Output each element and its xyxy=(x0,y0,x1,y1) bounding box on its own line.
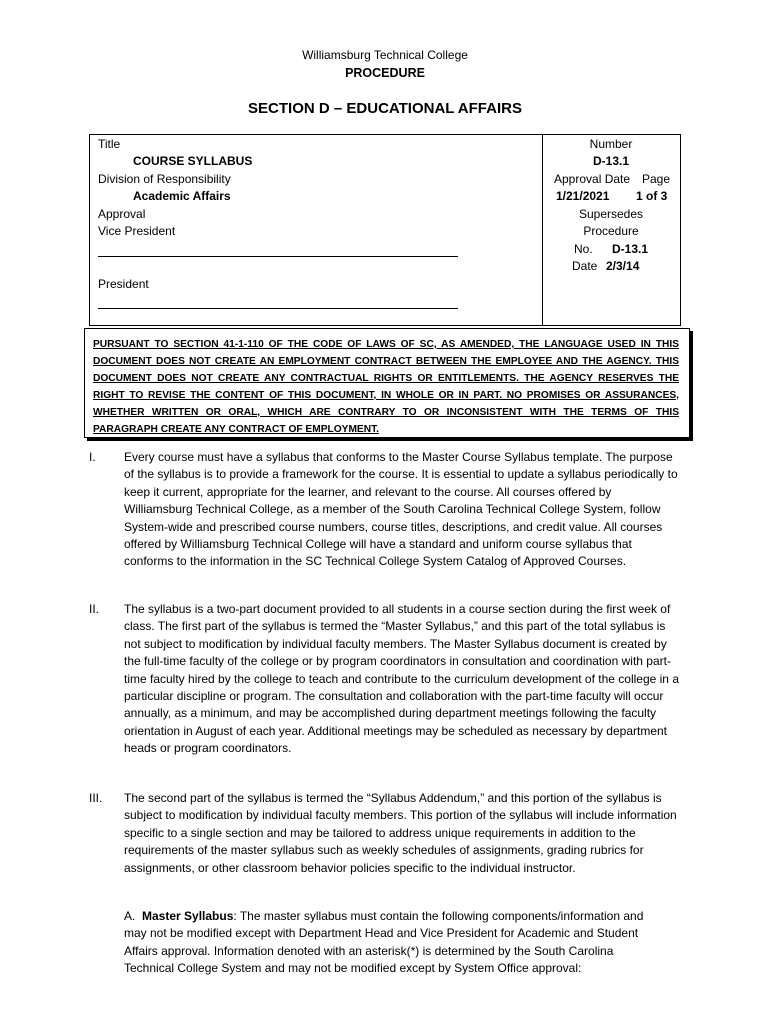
date-value: 2/3/14 xyxy=(606,259,640,273)
section-3-text: The second part of the syllabus is termed the “Syllabus Addendum,” and this portion of the syllabus is subject to modification by individual faculty members. This portion of the syllabus will include information specific to a single section and may be tailored to address unique requirements in addition to the requirements of the master syllabus such as weekly schedules of assignments, grading rubrics for assignments, or other classroom behavior policies specific to the individual instructor. xyxy=(124,791,677,875)
vice-president-signature-line xyxy=(98,256,458,257)
procedure-heading: PROCEDURE xyxy=(345,66,425,80)
vice-president-label: Vice President xyxy=(98,224,176,238)
date-label: Date xyxy=(572,259,598,273)
title-label: Title xyxy=(98,137,121,151)
section-title: SECTION D – EDUCATIONAL AFFAIRS xyxy=(248,100,522,117)
legal-notice-box xyxy=(84,328,690,438)
number-label: Number xyxy=(589,137,633,151)
info-left-column xyxy=(90,135,543,325)
section-1-text: Every course must have a syllabus that conforms to the Master Course Syllabus template. The purpose of the syllabus is to provide a framework for the course. It is essential to update a syllabus periodically to keep it current, appropriate for the learner, and relevant to the course. All courses offered by Williamsburg Technical College, as a member of the South Carolina Technical College System, follow System-wide and prescribed course numbers, course titles, descriptions, and credit value. All courses offered by Williamsburg Technical College will have a standard and uniform course syllabus that conforms to the information in the SC Technical College System Catalog of Approved Courses. xyxy=(124,450,678,569)
procedure-label: Procedure xyxy=(583,224,639,238)
info-right-column xyxy=(542,135,680,325)
subsection-a-letter: A. xyxy=(124,909,136,923)
section-1-number: I. xyxy=(89,450,96,464)
subsection-a xyxy=(124,908,664,978)
division-value: Academic Affairs xyxy=(133,189,231,203)
supersedes-label: Supersedes xyxy=(578,207,644,221)
approval-label: Approval xyxy=(98,207,146,221)
no-label: No. xyxy=(574,242,593,256)
page-value: 1 of 3 xyxy=(636,189,668,203)
division-label: Division of Responsibility xyxy=(98,172,231,186)
procedure-info-table xyxy=(89,134,681,326)
section-2-number: II. xyxy=(89,602,100,616)
subsection-a-text: : The master syllabus must contain the following components/information and may not be modified except with Department Head and Vice President for Academic and Student Affairs approval. Information denoted with an asterisk(*) is determined by the South Carolina Technical College System and may not be modified except by System Office approval: xyxy=(124,909,644,976)
page-label: Page xyxy=(642,172,671,186)
approval-date-value: 1/21/2021 xyxy=(556,189,610,203)
approval-date-label: Approval Date xyxy=(554,172,631,186)
title-value: COURSE SYLLABUS xyxy=(133,154,253,168)
president-signature-line xyxy=(98,308,458,309)
subsection-a-heading: Master Syllabus xyxy=(142,909,234,923)
college-name: Williamsburg Technical College xyxy=(302,48,468,62)
president-label: President xyxy=(98,277,149,291)
number-value: D-13.1 xyxy=(592,154,630,168)
section-3-number: III. xyxy=(89,791,103,805)
section-2-text: The syllabus is a two-part document provided to all students in a course section during the first week of class. The first part of the syllabus is termed the “Master Syllabus,” and this part of the total syllabus is not subject to modification by individual faculty members. The Master Syllabus document is created by the full-time faculty of the college or by program coordinators in consultation and coordination with part-time faculty hired by the college to teach and contribute to the curriculum development of the college in a particular discipline or program. The consultation and collaboration with the part-time faculty will occur annually, as a minimum, and may be accomplished during department meetings following the faculty orientation in August of each year. Additional meetings may be scheduled as necessary by department heads or program coordinators. xyxy=(124,602,679,756)
legal-notice-text: PURSUANT TO SECTION 41-1-110 OF THE CODE OF LAWS OF SC, AS AMENDED, THE LANGUAGE USED IN THIS DOCUMENT DOES NOT CREATE AN EMPLOYMENT CONTRACT BETWEEN THE EMPLOYEE AND THE AGENCY. THIS DOCUMENT DOES NOT CREATE ANY CONTRACTUAL RIGHTS OR ENTITLEMENTS. THE AGENCY RESERVES THE RIGHT TO REVISE THE CONTENT OF THIS DOCUMENT, IN WHOLE OR IN PART. NO PROMISES OR ASSURANCES, WHETHER WRITTEN OR ORAL, WHICH ARE CONTRARY TO OR INCONSISTENT WITH THE TERMS OF THIS PARAGRAPH CREATE ANY CONTRACT OF EMPLOYMENT. xyxy=(93,339,679,435)
no-value: D-13.1 xyxy=(612,242,649,256)
